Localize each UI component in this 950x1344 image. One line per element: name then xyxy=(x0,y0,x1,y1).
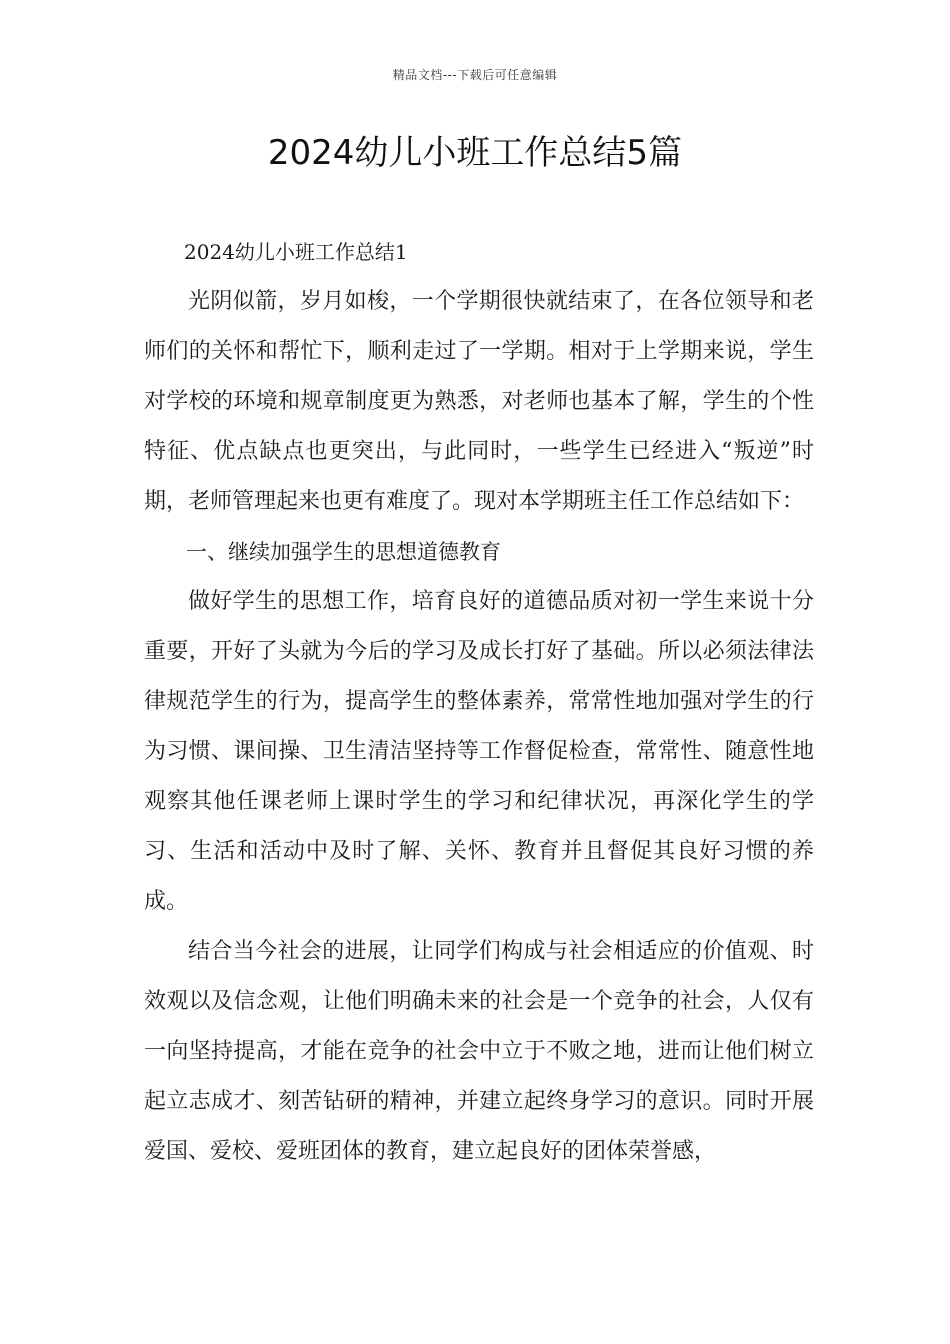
section-subtitle: 2024幼儿小班工作总结1 xyxy=(184,240,408,264)
section-heading-1: 一、继续加强学生的思想道德教育 xyxy=(186,540,501,564)
paragraph-moral-education: 做好学生的思想工作，培育良好的道德品质对初一学生来说十分重要，开好了头就为今后的学习及成长打好了基础。所以必须法律法律规范学生的行为，提高学生的整体素养，常常性地加强对学生的行为习惯、课间操、卫生清洁坚持等工作督促检查，常常性、随意性地观察其他任课老师上课时学生的学习和纪律状况，再深化学生的学习、生活和活动中及时了解、关怀、教育并且督促其良好习惯的养成。 xyxy=(144,589,814,914)
header-note: 精品文档---下载后可任意编辑 xyxy=(392,68,558,82)
document-title: 2024幼儿小班工作总结5篇 xyxy=(267,133,683,173)
paragraph-social-values: 结合当今社会的进展，让同学们构成与社会相适应的价值观、时效观以及信念观，让他们明确未来的社会是一个竞争的社会，人仅有一向坚持提高，才能在竞争的社会中立于不败之地，进而让他们树立起立志成才、刻苦钻研的精神，并建立起终身学习的意识。同时开展爱国、爱校、爱班团体的教育，建立起良好的团体荣誉感， xyxy=(144,939,814,1164)
document-body xyxy=(144,227,814,1177)
paragraph-intro: 光阴似箭，岁月如梭，一个学期很快就结束了，在各位领导和老师们的关怀和帮忙下，顺利走过了一学期。相对于上学期来说，学生对学校的环境和规章制度更为熟悉，对老师也基本了解，学生的个性特征、优点缺点也更突出，与此同时，一些学生已经进入“叛逆”时期，老师管理起来也更有难度了。现对本学期班主任工作总结如下： xyxy=(144,289,814,514)
